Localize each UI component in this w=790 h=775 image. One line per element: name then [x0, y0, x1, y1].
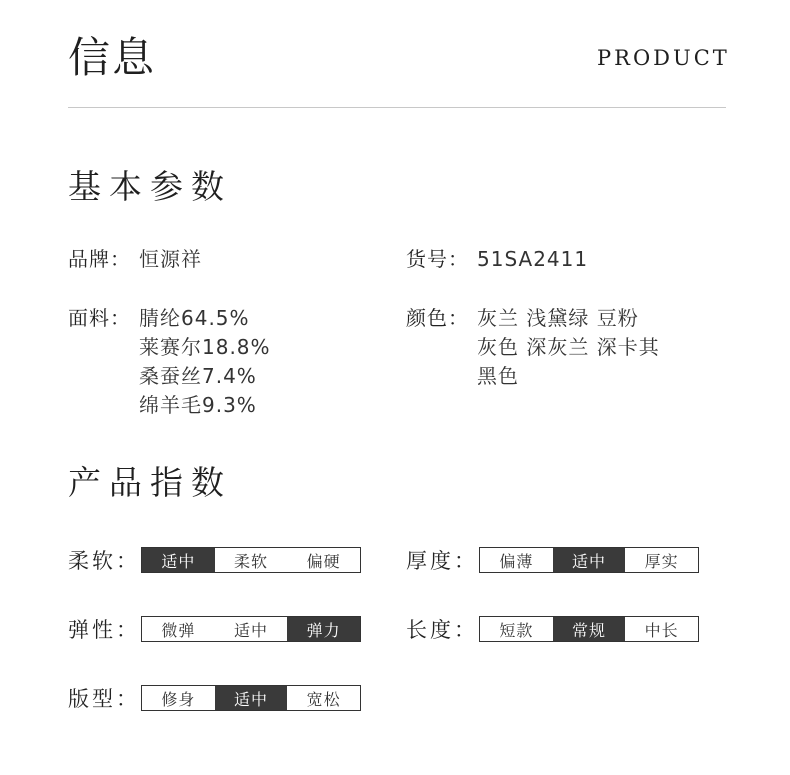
- color-line: 黑色: [477, 364, 519, 388]
- header-divider: [68, 107, 726, 108]
- color-line: 灰色 深灰兰 深卡其: [477, 335, 660, 359]
- fit-option: 修身: [142, 686, 215, 710]
- length-option: 常规: [553, 617, 626, 641]
- fit-option: 适中: [215, 686, 288, 710]
- basic-params-heading: 基本参数: [68, 167, 232, 206]
- softness-option: 柔软: [215, 548, 288, 572]
- thickness-label: 厚度：: [406, 549, 478, 573]
- length-option: 短款: [480, 617, 553, 641]
- color-values: [477, 304, 660, 391]
- softness-label: 柔软：: [68, 549, 140, 573]
- thickness-option: 偏薄: [480, 548, 553, 572]
- page-title: 信息: [68, 33, 157, 82]
- fabric-line: 莱赛尔18.8%: [139, 335, 271, 359]
- brand-value: 恒源祥: [139, 247, 202, 271]
- thickness-option: 适中: [553, 548, 626, 572]
- elasticity-option: 弹力: [287, 617, 360, 641]
- color-label: 颜色：: [406, 306, 469, 330]
- softness-option: 适中: [142, 548, 215, 572]
- fabric-line: 桑蚕丝7.4%: [139, 364, 257, 388]
- elasticity-option: 适中: [215, 617, 288, 641]
- elasticity-option: 微弹: [142, 617, 215, 641]
- thickness-option: 厚实: [625, 548, 698, 572]
- fabric-values: [139, 304, 271, 420]
- sku-value: 51SA2411: [477, 247, 589, 271]
- fabric-line: 绵羊毛9.3%: [139, 393, 257, 417]
- fabric-label: 面料：: [68, 306, 131, 330]
- thickness-scale: [479, 547, 699, 573]
- brand-label: 品牌：: [68, 247, 131, 271]
- product-index-heading: 产品指数: [68, 463, 232, 502]
- softness-option: 偏硬: [287, 548, 360, 572]
- softness-scale: [141, 547, 361, 573]
- length-option: 中长: [625, 617, 698, 641]
- page-subtitle: PRODUCT: [597, 46, 730, 70]
- fit-option: 宽松: [287, 686, 360, 710]
- fit-scale: [141, 685, 361, 711]
- fabric-line: 腈纶64.5%: [139, 306, 250, 330]
- sku-label: 货号：: [406, 247, 469, 271]
- elasticity-scale: [141, 616, 361, 642]
- length-label: 长度：: [406, 618, 478, 642]
- elasticity-label: 弹性：: [68, 618, 140, 642]
- length-scale: [479, 616, 699, 642]
- color-line: 灰兰 浅黛绿 豆粉: [477, 306, 639, 330]
- fit-label: 版型：: [68, 687, 140, 711]
